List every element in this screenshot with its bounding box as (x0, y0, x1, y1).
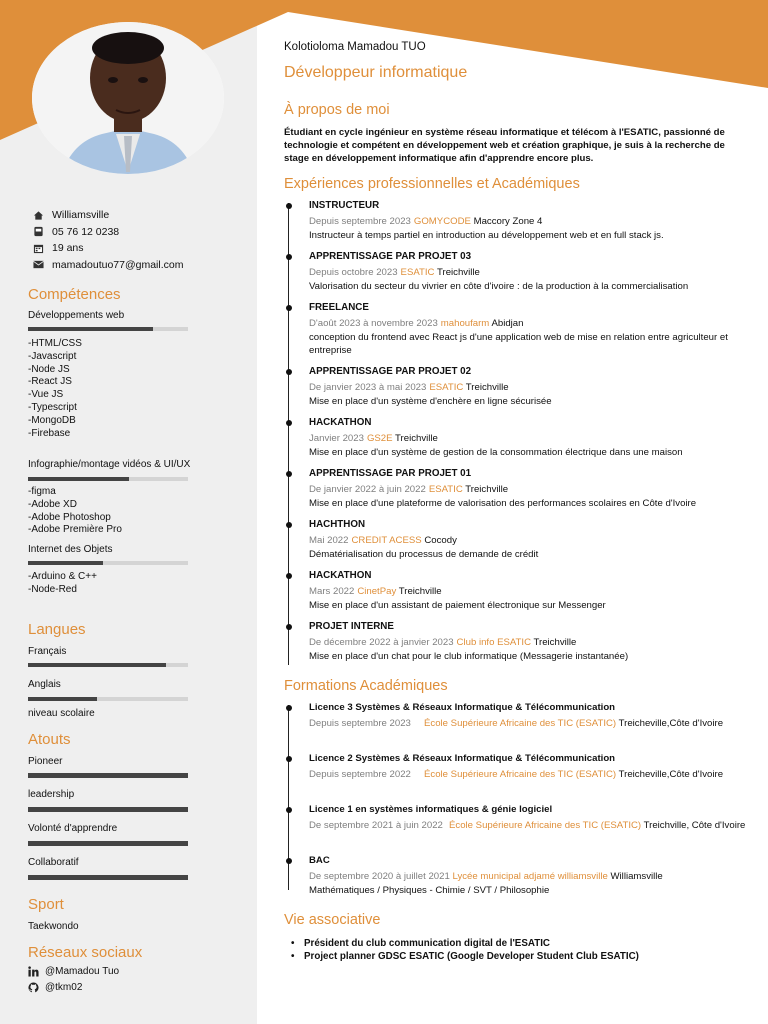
entry-title: APPRENTISSAGE PAR PROJET 03 (309, 251, 472, 262)
entry-meta (309, 216, 749, 227)
strength-bar (28, 807, 188, 812)
strength-bar (28, 875, 188, 880)
entry-date: Depuis septembre 2023 (309, 216, 411, 227)
education-title: Formations Académiques (284, 678, 448, 694)
github-handle[interactable]: @tkm02 (45, 982, 83, 993)
skill-level-fill (28, 561, 103, 565)
contact-age-text: 19 ans (52, 242, 84, 255)
skill-list-design (28, 486, 122, 537)
experience-entry (309, 621, 749, 664)
entry-date: De décembre 2022 à janvier 2023 (309, 637, 454, 648)
mail-icon (32, 259, 44, 271)
edu-date: De septembre 2021 à juin 2022 (309, 820, 443, 831)
list-item: • Président du club communication digital de l'ESATIC (291, 937, 639, 950)
entry-meta (309, 318, 749, 329)
entry-meta (309, 586, 749, 597)
entry-meta (309, 433, 749, 444)
list-item: -MongoDB (28, 414, 76, 426)
entry-place: Treichville (437, 267, 480, 278)
list-item: -React JS (28, 376, 72, 388)
experience-entry (309, 570, 749, 613)
timeline-dot (286, 858, 292, 864)
skill-level-bar (28, 561, 188, 565)
entry-place: Abidjan (491, 318, 524, 329)
list-item: -Javascript (28, 350, 77, 362)
skill-group-name: Développements web (28, 310, 125, 321)
strength-fill (28, 807, 188, 812)
strength-fill (28, 841, 188, 846)
skills-title: Compétences (28, 286, 121, 303)
github-icon (28, 982, 39, 993)
timeline-dot (286, 369, 292, 375)
about-title: À propos de moi (284, 102, 390, 118)
experience-entry (309, 302, 749, 357)
entry-org: CREDIT ACESS (351, 535, 422, 546)
edu-place: Treichville, Côte d'Ivoire (643, 820, 746, 831)
entry-desc: Mise en place d'un système de gestion de la consommation électrique dans une maison (309, 447, 683, 458)
language-level-bar (28, 663, 188, 667)
edu-title: Licence 3 Systèmes & Réseaux Informatique & Télécommunication (309, 702, 616, 713)
edu-place: Treicheville,Côte d'Ivoire (618, 718, 724, 729)
entry-place: Cocody (424, 535, 457, 546)
entry-desc: conception du frontend avec React js d'une application web de mise en relation entre agriculteur et entreprise (309, 332, 728, 356)
entry-place: Treichville (398, 586, 442, 597)
list-item: -Adobe Première Pro (28, 524, 122, 536)
experience-entry (309, 417, 749, 460)
strength-fill (28, 875, 188, 880)
entry-org: ESATIC (400, 267, 435, 278)
edu-school: École Supérieure Africaine des TIC (ESATIC) (449, 820, 642, 831)
list-item: -Arduino & C++ (28, 571, 97, 582)
list-item: -HTML/CSS (28, 338, 82, 349)
entry-desc: Mise en place d'un chat pour le club informatique (Messagerie instantanée) (309, 651, 629, 662)
entry-org: CinetPay (357, 586, 397, 597)
experience-entry (309, 200, 749, 243)
list-item: -Node JS (28, 363, 70, 375)
entry-date: Janvier 2023 (309, 433, 364, 444)
entry-org: Club info ESATIC (456, 637, 532, 648)
about-text: Étudiant en cycle ingénieur en système réseau informatique et télécom à l'ESATIC, passionné de technologie et compétent en développement web et création graphique, je suis à la recherche de stage en développement informatique afin d'apprendre encore plus. (284, 127, 725, 164)
language-level-fill (28, 697, 97, 701)
entry-title: FREELANCE (309, 302, 369, 313)
home-icon (32, 209, 44, 221)
strength-bar (28, 773, 188, 778)
entry-meta (309, 382, 749, 393)
languages-title: Langues (28, 621, 86, 638)
list-item: -Adobe XD (28, 498, 77, 510)
calendar-icon (32, 242, 44, 254)
contact-list (32, 207, 183, 273)
timeline-dot (286, 420, 292, 426)
timeline-dot (286, 203, 292, 209)
linkedin-icon (28, 966, 39, 977)
contact-phone[interactable] (32, 224, 183, 241)
associative-list (291, 937, 639, 963)
education-entry (309, 804, 749, 832)
sport-value: Taekwondo (28, 921, 79, 932)
edu-date: De septembre 2020 à juillet 2021 (309, 871, 450, 882)
skill-level-bar (28, 477, 188, 481)
person-name: Kolotioloma Mamadou TUO (284, 41, 426, 53)
timeline-dot (286, 573, 292, 579)
contact-email[interactable] (32, 257, 183, 274)
sport-title: Sport (28, 896, 64, 913)
linkedin-handle[interactable]: @Mamadou Tuo (45, 966, 120, 977)
language-level-bar (28, 697, 188, 701)
edu-place: Williamsville (610, 871, 663, 882)
list-item: -Node-Red (28, 583, 77, 595)
entry-date: Mai 2022 (309, 535, 349, 546)
entry-title: APPRENTISSAGE PAR PROJET 02 (309, 366, 472, 377)
edu-title: BAC (309, 855, 330, 866)
skill-level-fill (28, 327, 153, 331)
education-entry (309, 702, 749, 730)
entry-org: ESATIC (429, 382, 464, 393)
entry-place: Treichville (533, 637, 577, 648)
contact-email-text[interactable]: mamadoutuo77@gmail.com (52, 258, 184, 271)
entry-place: Treichville (465, 484, 509, 495)
skill-level-bar (28, 327, 188, 331)
edu-school: Lycée municipal adjamé williamsville (452, 871, 608, 882)
entry-date: De janvier 2022 à juin 2022 (309, 484, 426, 495)
list-item: • Project planner GDSC ESATIC (Google Developer Student Club ESATIC) (291, 950, 639, 963)
language-note: niveau scolaire (28, 708, 95, 719)
edu-date: Depuis septembre 2023 (309, 718, 411, 729)
skill-group-name: Internet des Objets (28, 544, 113, 555)
entry-meta (309, 535, 749, 546)
education-entry (309, 855, 749, 896)
entry-desc: Mise en place d'un système d'enchère en ligne sécurisée (309, 396, 552, 407)
experience-entry (309, 366, 749, 409)
entry-title: HACKATHON (309, 570, 372, 581)
entry-org: mahoufarm (440, 318, 490, 329)
experience-entry (309, 251, 749, 294)
experience-entry (309, 519, 749, 562)
entry-date: D'août 2023 à novembre 2023 (309, 318, 438, 329)
experience-timeline-line (288, 203, 289, 665)
timeline-dot (286, 705, 292, 711)
entry-title: HACHTHON (309, 519, 366, 530)
language-name: Français (28, 646, 67, 657)
profile-photo (32, 22, 224, 174)
edu-title: Licence 1 en systèmes informatiques & génie logiciel (309, 804, 553, 815)
experience-title: Expériences professionnelles et Académiques (284, 176, 580, 192)
edu-desc: Mathématiques / Physiques - Chimie / SVT / Philosophie (309, 885, 550, 896)
strength-name: leadership (28, 789, 75, 800)
entry-place: Maccory Zone 4 (473, 216, 543, 227)
education-entry (309, 753, 749, 781)
experience-entry (309, 468, 749, 511)
language-level-fill (28, 663, 166, 667)
edu-school: École Supérieure Africaine des TIC (ESATIC) (424, 769, 617, 780)
list-item: -Adobe Photoshop (28, 511, 111, 523)
entry-org: GS2E (366, 433, 393, 444)
timeline-dot (286, 522, 292, 528)
skill-list-iot (28, 571, 97, 597)
entry-title: INSTRUCTEUR (309, 200, 380, 211)
entry-title: HACKATHON (309, 417, 372, 428)
contact-phone-text[interactable]: 05 76 12 0238 (52, 225, 120, 238)
entry-title: PROJET INTERNE (309, 621, 394, 632)
strengths-title: Atouts (28, 731, 71, 748)
strength-name: Pioneer (28, 756, 63, 767)
list-item: -Vue JS (28, 389, 64, 401)
entry-desc: Mise en place d'un assistant de paiement électronique sur Messenger (309, 600, 606, 611)
contact-address-text: Williamsville (52, 209, 110, 222)
entry-desc: Mise en place d'une plateforme de valorisation des performances scolaires en Côte d'Ivoire (309, 498, 697, 509)
entry-date: Mars 2022 (309, 586, 355, 597)
strength-bar (28, 841, 188, 846)
entry-org: GOMYCODE (413, 216, 471, 227)
entry-place: Treichville (465, 382, 509, 393)
timeline-dot (286, 624, 292, 630)
strength-fill (28, 773, 188, 778)
skill-level-fill (28, 477, 129, 481)
contact-address (32, 207, 183, 224)
social-title: Réseaux sociaux (28, 944, 143, 961)
edu-place: Treicheville,Côte d'Ivoire (618, 769, 724, 780)
timeline-dot (286, 756, 292, 762)
entry-org: ESATIC (428, 484, 463, 495)
strength-name: Collaboratif (28, 857, 79, 868)
timeline-dot (286, 807, 292, 813)
social-github[interactable] (28, 982, 82, 993)
edu-title: Licence 2 Systèmes & Réseaux Informatique & Télécommunication (309, 753, 616, 764)
edu-school: École Supérieure Africaine des TIC (ESATIC) (424, 718, 617, 729)
entry-date: Depuis octobre 2023 (309, 267, 398, 278)
entry-title: APPRENTISSAGE PAR PROJET 01 (309, 468, 472, 479)
timeline-dot (286, 305, 292, 311)
list-item: -Typescript (28, 401, 77, 413)
timeline-dot (286, 254, 292, 260)
associative-title: Vie associative (284, 912, 381, 928)
entry-desc: Valorisation du secteur du vivrier en côte d'ivoire : de la production à la commercialisation (309, 281, 689, 292)
skill-group-name: Infographie/montage vidéos & UI/UX (28, 459, 191, 470)
entry-meta (309, 637, 749, 648)
list-item: -figma (28, 486, 56, 497)
language-name: Anglais (28, 679, 61, 690)
entry-desc: Instructeur à temps partiel en introduction au développement web et en full stack js. (309, 230, 664, 241)
edu-date: Depuis septembre 2022 (309, 769, 411, 780)
list-item: -Firebase (28, 427, 71, 439)
timeline-dot (286, 471, 292, 477)
phone-icon (32, 226, 44, 238)
skill-list-web (28, 338, 82, 440)
contact-age (32, 240, 183, 257)
entry-desc: Dématérialisation du processus de demande de crédit (309, 549, 539, 560)
strength-name: Volonté d'apprendre (28, 823, 118, 834)
entry-place: Treichville (395, 433, 438, 444)
job-title: Développeur informatique (284, 64, 468, 81)
social-linkedin[interactable] (28, 966, 119, 977)
entry-meta (309, 267, 749, 278)
entry-meta (309, 484, 749, 495)
entry-date: De janvier 2023 à mai 2023 (309, 382, 427, 393)
